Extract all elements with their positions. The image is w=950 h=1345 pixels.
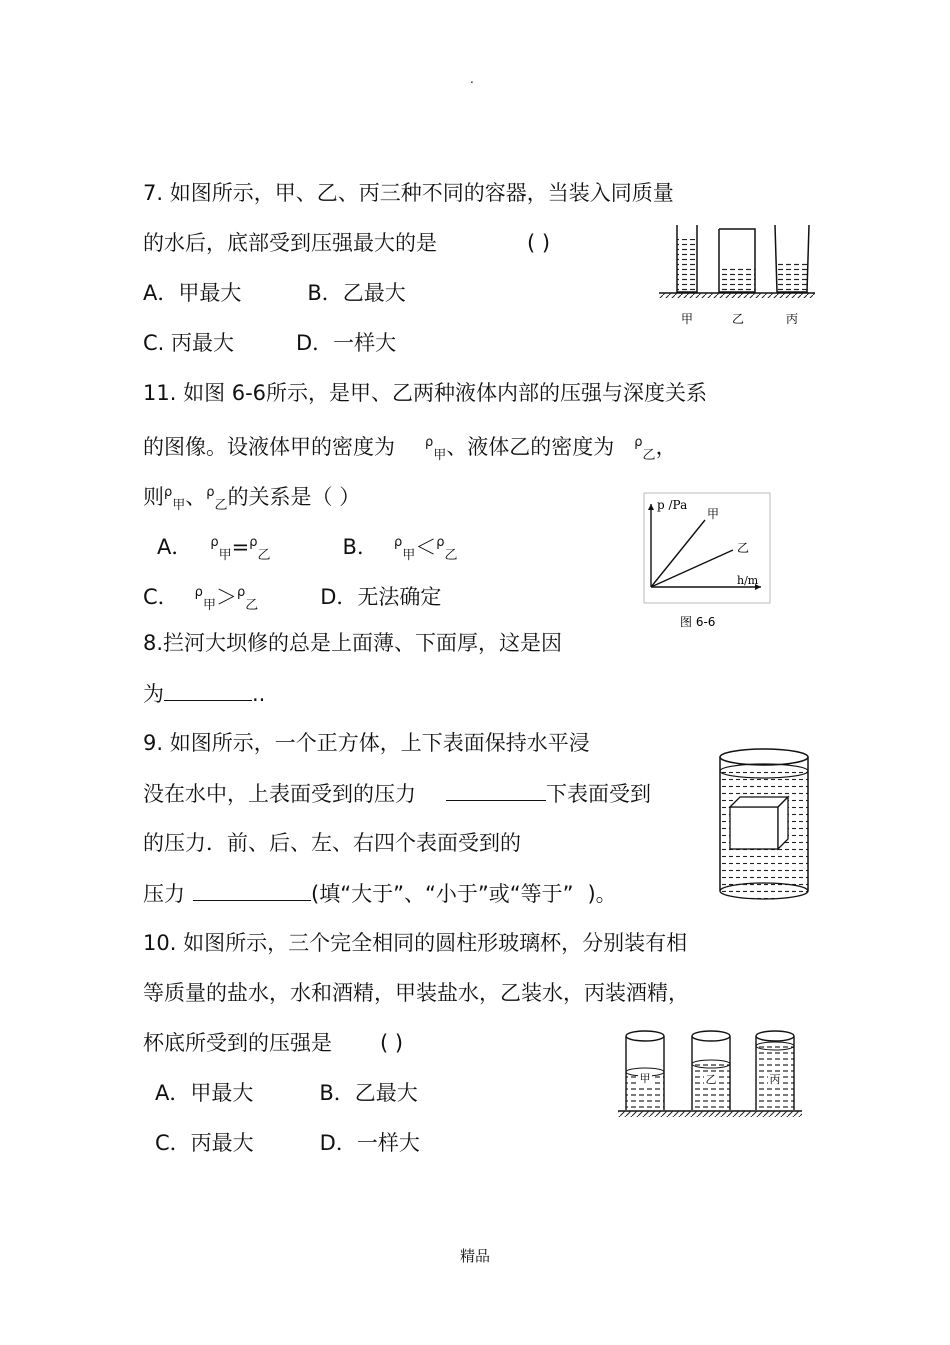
q11-gt: ＞ [215, 585, 237, 609]
q10-option-a: A．甲最大 [155, 1081, 254, 1105]
q11-fig-caption: 图 6-6 [680, 615, 716, 629]
q11-fig-xlabel: h/m [737, 574, 759, 587]
q8-line2-text: 为 [143, 682, 164, 706]
q10-options-cd [155, 1130, 420, 1156]
q11-option-a: A． [157, 535, 193, 559]
sub-jia: 甲 [202, 598, 216, 614]
q10-line3 [143, 1030, 403, 1056]
sub-yi: 乙 [444, 548, 458, 564]
q10-fig-label-jia: 甲 [639, 1072, 651, 1085]
q9-figure [714, 741, 814, 903]
q10-line1: 10. 如图所示，三个完全相同的圆柱形玻璃杯，分别装有相 [143, 931, 688, 955]
q11-options-ab [157, 530, 458, 569]
q7-figure [657, 217, 817, 332]
q8-line2 [143, 680, 265, 707]
q7-options-ab [143, 280, 406, 306]
q7-line1: 7. 如图所示，甲、乙、丙三种不同的容器，当装入同质量 [143, 181, 674, 205]
q11-comma: ， [655, 435, 677, 459]
q7-fig-label-yi: 乙 [731, 312, 745, 326]
rho-symbol: ρ [634, 435, 643, 450]
q10-line3-text: 杯底所受到的压强是 [143, 1031, 332, 1055]
q7-options-cd [143, 330, 396, 356]
q9-answer-blank-1 [446, 780, 546, 801]
q8-end: .. [252, 682, 266, 706]
q9-line2a: 没在水中，上表面受到的压力 [143, 782, 416, 806]
sub-yi: 乙 [214, 498, 228, 514]
q11-sep: 、 [185, 485, 207, 509]
q11-line3 [143, 480, 360, 519]
q10-options-ab [155, 1080, 418, 1106]
q11-options-cd [143, 580, 441, 619]
q11-line3b: 的关系是（ ） [227, 485, 361, 509]
q10-fig-label-yi: 乙 [705, 1073, 717, 1086]
q11-fig-label-yi: 乙 [737, 541, 750, 555]
rho-symbol: ρ [206, 485, 215, 500]
rho-symbol: ρ [210, 535, 219, 550]
q7-option-b: B．乙最大 [307, 281, 406, 305]
header-dot: . [470, 72, 474, 86]
sub-jia: 甲 [402, 548, 416, 564]
q11-line2a: 的图像。设液体甲的密度为 [143, 435, 395, 459]
q11-fig-ylabel: p /Pa [657, 498, 688, 512]
q9-line4c: )。 [587, 882, 617, 906]
q7-option-a: A．甲最大 [143, 281, 242, 305]
q7-paren: ( ) [527, 231, 551, 255]
q11-option-b: B． [342, 535, 378, 559]
rho-symbol: ρ [425, 435, 434, 450]
rho-symbol: ρ [393, 535, 403, 550]
q10-line2: 等质量的盐水，水和酒精，甲装盐水，乙装水，丙装酒精， [143, 981, 689, 1005]
q9-line2b: 下表面受到 [546, 782, 651, 806]
q11-line2b: 、液体乙的密度为 [446, 435, 615, 459]
q8-line1: 8.拦河大坝修的总是上面薄、下面厚，这是因 [143, 631, 563, 655]
rho-symbol: ρ [236, 585, 246, 600]
q10-fig-label-bing: 丙 [769, 1073, 781, 1086]
q11-line3a: 则 [143, 485, 164, 509]
q8-answer-blank [164, 680, 252, 701]
q9-line3: 的压力．前、后、左、右四个表面受到的 [143, 831, 521, 855]
q9-line4b: (填“大于”、“小于”或“等于” [311, 882, 574, 906]
q9-answer-blank-2 [193, 880, 311, 901]
q9-line1: 9. 如图所示，一个正方体，上下表面保持水平浸 [143, 731, 590, 755]
rho-symbol: ρ [436, 535, 445, 550]
q11-line2 [143, 430, 677, 469]
q9-line4a: 压力 [143, 882, 185, 906]
q11-lt: ＜ [415, 535, 437, 559]
q9-line2 [143, 780, 651, 807]
page-footer: 精品 [459, 1247, 490, 1265]
q7-line2-text: 的水后，底部受到压强最大的是 [143, 231, 437, 255]
q7-fig-label-jia: 甲 [680, 312, 694, 326]
q11-line1: 11. 如图 6-6所示，是甲、乙两种液体内部的压强与深度关系 [143, 381, 708, 405]
q7-option-d: D．一样大 [296, 331, 397, 355]
q11-option-c: C． [143, 585, 179, 609]
sub-yi: 乙 [257, 548, 271, 564]
q11-eq: = [231, 535, 250, 559]
q10-option-d: D．一样大 [319, 1131, 420, 1155]
sub-jia: 甲 [433, 448, 447, 464]
q10-option-c: C．丙最大 [155, 1131, 254, 1155]
sub-yi: 乙 [245, 598, 259, 614]
rho-symbol: ρ [164, 485, 173, 500]
q9-line4 [143, 880, 617, 907]
q7-option-c: C. 丙最大 [143, 331, 235, 355]
q10-figure [614, 1026, 804, 1124]
sub-jia: 甲 [218, 548, 232, 564]
sub-jia: 甲 [172, 498, 186, 514]
q7-line2 [143, 230, 550, 256]
q11-option-d: D．无法确定 [320, 585, 442, 609]
q11-fig-label-jia: 甲 [707, 507, 720, 521]
rho-symbol: ρ [249, 535, 258, 550]
q11-figure [643, 492, 773, 632]
q7-fig-label-bing: 丙 [785, 312, 799, 326]
q10-option-b: B．乙最大 [319, 1081, 418, 1105]
sub-yi: 乙 [642, 448, 656, 464]
q10-paren: ( ) [380, 1031, 404, 1055]
rho-symbol: ρ [194, 585, 203, 600]
